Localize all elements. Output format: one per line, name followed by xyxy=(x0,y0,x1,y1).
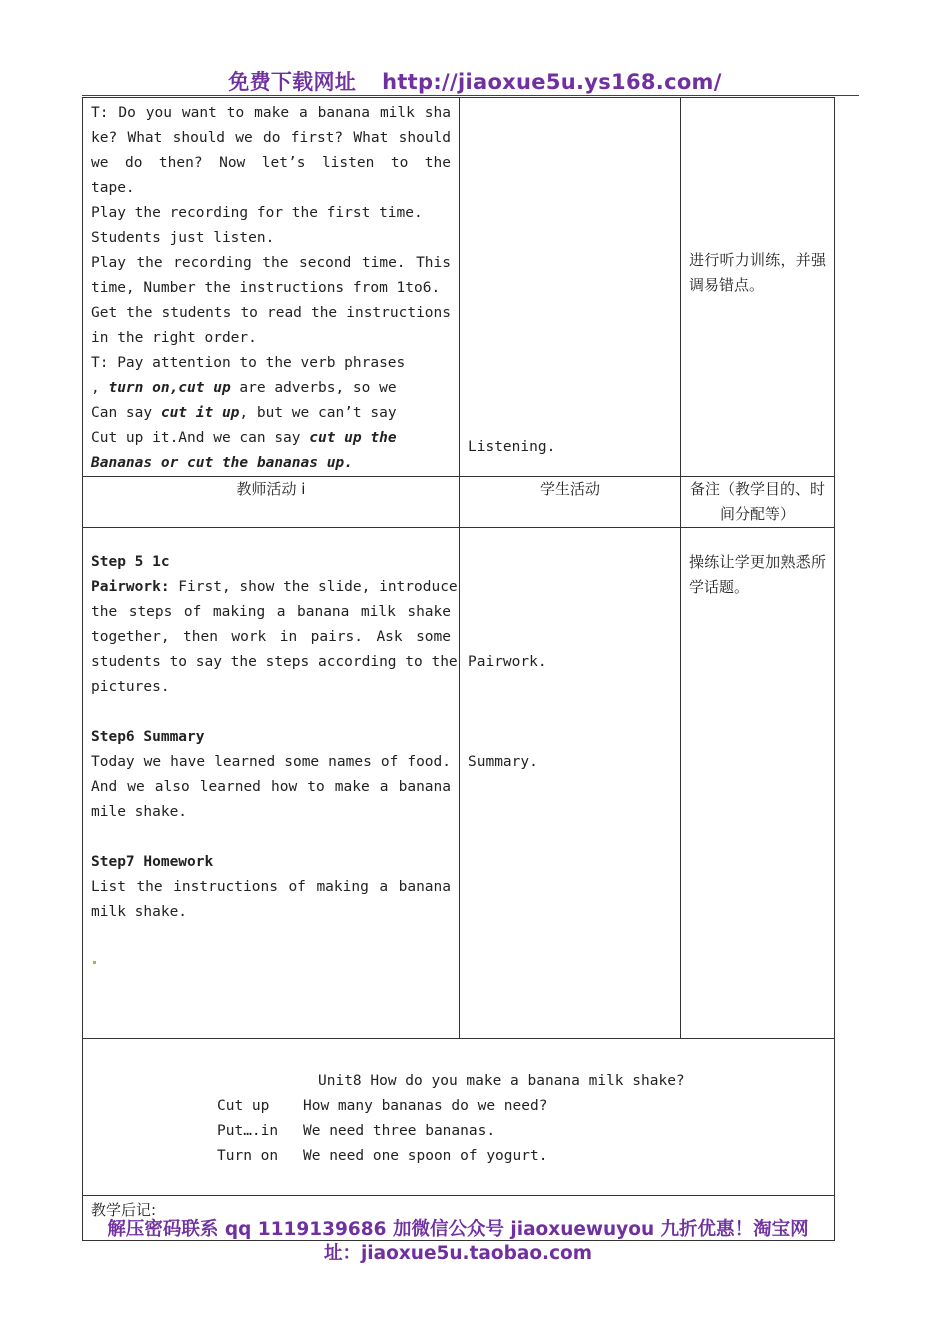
blackboard-design-cell xyxy=(83,1039,835,1196)
student-activity-cell xyxy=(460,98,681,477)
footer-shop-link[interactable]: 址：jiaoxue5u.taobao.com xyxy=(323,1243,593,1264)
blackboard-verb: Put….in xyxy=(217,1123,279,1139)
line-text: First, show the slide, introduce xyxy=(169,579,458,595)
teacher-line: in the right order. xyxy=(91,330,257,346)
blackboard-sentence: We need one spoon of yogurt. xyxy=(303,1148,548,1164)
column-header-student xyxy=(460,477,681,528)
table-row-listening xyxy=(83,98,835,477)
column-header-note xyxy=(681,477,835,528)
teacher-line: And we also learned how to make a banana xyxy=(91,779,451,795)
teacher-line-phrases xyxy=(91,426,451,451)
verb-phrase-emphasis: cut it up xyxy=(160,405,240,421)
line-text: , xyxy=(91,380,100,396)
teacher-line: the steps of making a banana milk shake xyxy=(91,604,451,620)
stray-mark xyxy=(93,961,96,964)
verb-phrase-emphasis: Bananas or cut the bananas up. xyxy=(91,455,353,471)
blackboard-sentence: How many bananas do we need? xyxy=(303,1098,548,1114)
teacher-line: List the instructions of making a banana xyxy=(91,879,451,895)
column-header-row xyxy=(83,477,835,528)
header-divider xyxy=(82,95,859,96)
blackboard-verb: Turn on xyxy=(217,1148,279,1164)
teacher-activity-cell xyxy=(83,98,460,477)
blackboard-row-item xyxy=(217,1144,547,1169)
teaching-notes-label: 教学后记: xyxy=(91,1201,157,1219)
blackboard-sentence: We need three bananas. xyxy=(303,1123,496,1139)
pairwork-label: Pairwork: xyxy=(91,579,170,595)
page-header xyxy=(0,66,950,96)
verb-phrase-emphasis: turn on,cut up xyxy=(108,380,231,396)
note-text: 进行听力训练，并强调易错点。 xyxy=(689,251,826,294)
teacher-line: together, then work in pairs. Ask some xyxy=(91,629,451,645)
footer-contact-line: 解压密码联系 qq 1119139686 加微信公众号 jiaoxuewuyou 九折优惠！淘宝网 xyxy=(107,1219,809,1240)
verb-phrase-emphasis: cut up the xyxy=(309,430,397,446)
blackboard-verb: Cut up xyxy=(217,1098,270,1114)
teacher-line xyxy=(91,575,458,600)
note-cell xyxy=(681,528,835,1039)
teacher-line-phrases xyxy=(91,401,451,426)
line-text: are adverbs, so we xyxy=(239,380,397,396)
line-text: Can say xyxy=(91,405,153,421)
blackboard-row-item xyxy=(217,1094,547,1119)
blackboard-title: Unit8 How do you make a banana milk shake? xyxy=(318,1073,685,1089)
teacher-line: time, Number the instructions from 1to6. xyxy=(91,280,441,296)
teacher-line: Today we have learned some names of food. xyxy=(91,754,451,770)
column-header-label: 备注（教学目的、时间分配等） xyxy=(689,480,825,523)
note-cell xyxy=(681,98,835,477)
student-activity-text: Pairwork. xyxy=(468,654,547,670)
teacher-line-phrases xyxy=(91,376,451,401)
header-url-link[interactable]: http://jiaoxue5u.ys168.com/ xyxy=(382,70,722,94)
teacher-line: students to say the steps according to the xyxy=(91,654,458,670)
header-site-label: 免费下载网址 xyxy=(228,70,357,94)
student-activity-text: Summary. xyxy=(468,754,538,770)
line-text: Cut up it.And we can say xyxy=(91,430,301,446)
table-row-steps xyxy=(83,528,835,1039)
teacher-line: mile shake. xyxy=(91,804,188,820)
step-title: Step 5 1c xyxy=(91,554,170,570)
column-header-label: 教师活动 i xyxy=(236,480,306,498)
teacher-line: we do then? Now let’s listen to the xyxy=(91,155,451,171)
student-activity-text: Listening. xyxy=(468,439,556,455)
teacher-activity-cell xyxy=(83,528,460,1039)
teacher-line: pictures. xyxy=(91,679,170,695)
page-footer xyxy=(82,1218,834,1266)
blackboard-row xyxy=(83,1039,835,1196)
line-text: , but we can’t say xyxy=(239,405,397,421)
teacher-line: T: Do you want to make a banana milk sha xyxy=(91,105,451,121)
teacher-line: T: Pay attention to the verb phrases xyxy=(91,355,406,371)
lesson-table xyxy=(82,97,835,1241)
teacher-line: Get the students to read the instructions xyxy=(91,305,451,321)
teacher-line: milk shake. xyxy=(91,904,188,920)
step-title: Step6 Summary xyxy=(91,729,205,745)
column-header-teacher xyxy=(83,477,460,528)
teacher-line: Students just listen. xyxy=(91,230,275,246)
teacher-line: tape. xyxy=(91,180,135,196)
step-title: Step7 Homework xyxy=(91,854,214,870)
teacher-line: ke? What should we do first? What should xyxy=(91,130,451,146)
blackboard-row-item xyxy=(217,1119,495,1144)
note-text: 操练让学更加熟悉所学话题。 xyxy=(689,553,826,596)
teacher-line: Play the recording for the first time. xyxy=(91,205,423,221)
teacher-line: Play the recording the second time. This xyxy=(91,255,451,271)
column-header-label: 学生活动 xyxy=(539,480,600,498)
student-activity-cell xyxy=(460,528,681,1039)
